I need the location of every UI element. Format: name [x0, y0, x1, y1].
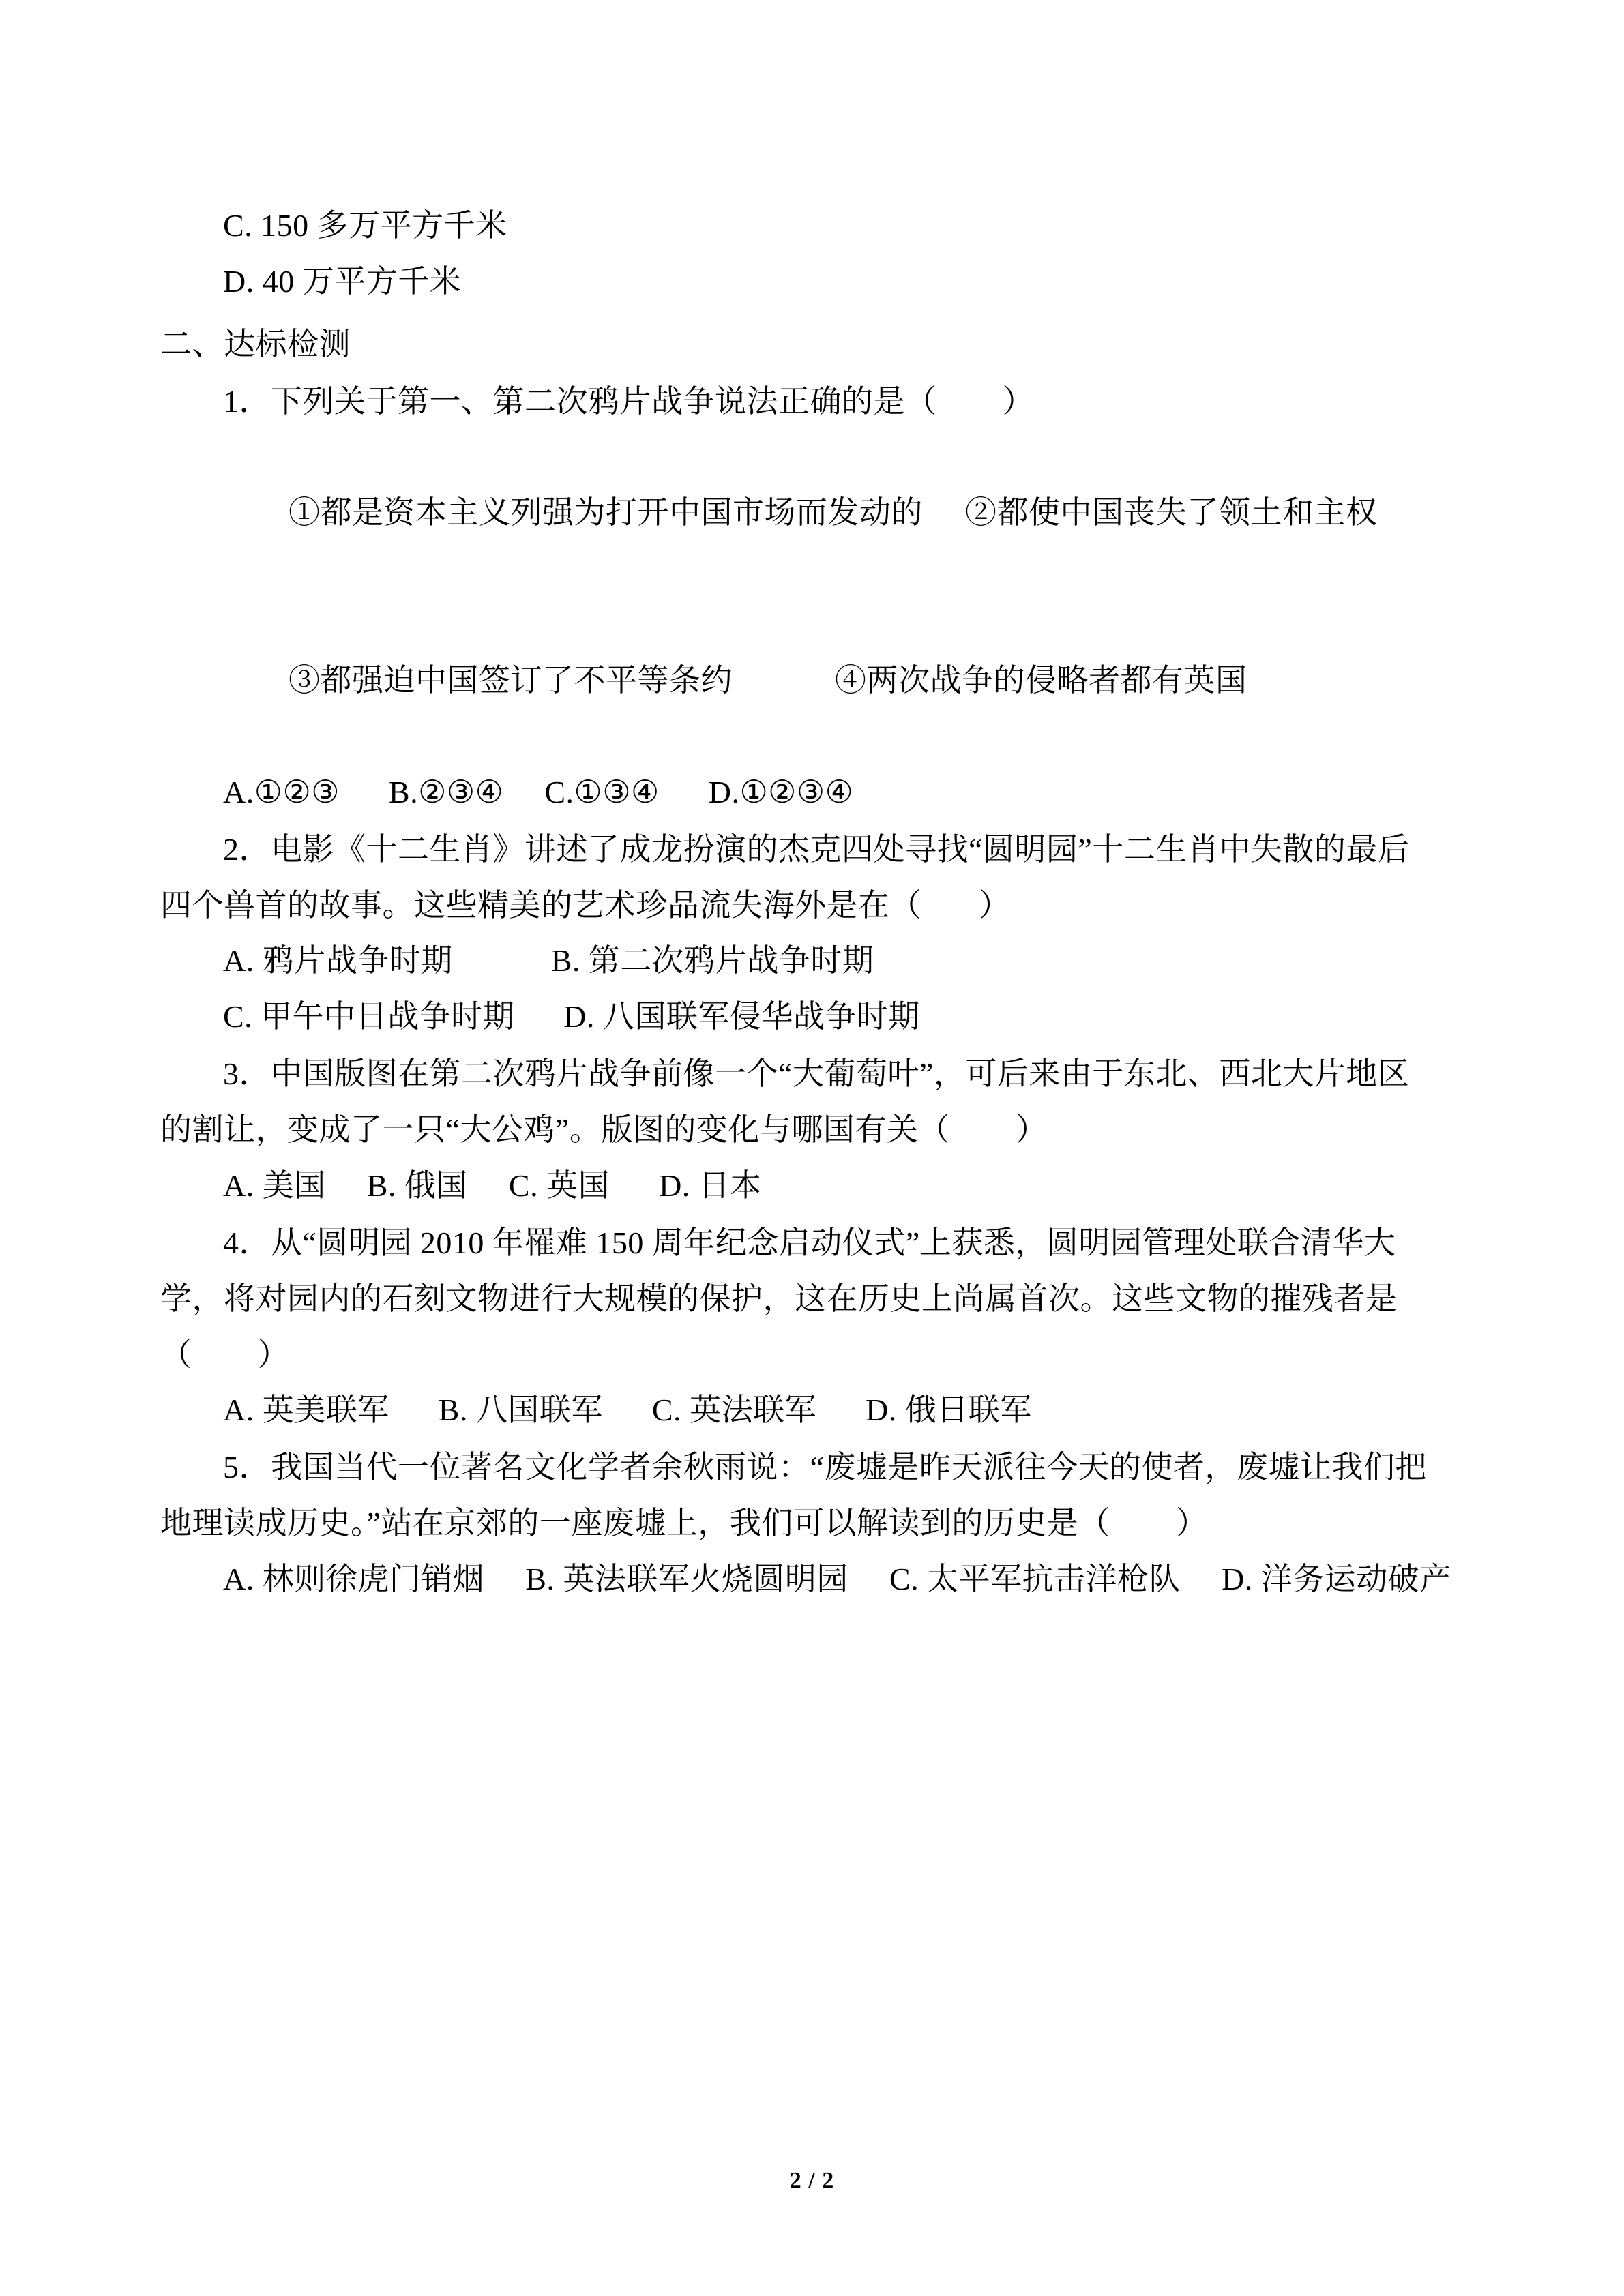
section-heading-assessment: 二、达标检测: [160, 326, 351, 361]
question-3-options: A. 美国 B. 俄国 C. 英国 D. 日本: [223, 1167, 762, 1203]
question-1: [160, 374, 1464, 820]
answer-option-c-150: C. 150 多万平方千米: [223, 208, 507, 243]
question-5: [160, 1440, 1464, 1607]
question-2-options-row-1: A. 鸦片战争时期 B. 第二次鸦片战争时期: [223, 943, 874, 979]
question-1-options: A.①②③ B.②③④ C.①③④ D.①②③④: [223, 774, 854, 809]
question-3-stem-line-1: 3．中国版图在第二次鸦片战争前像一个“大葡萄叶”，可后来由于东北、西北大片地区: [223, 1056, 1410, 1092]
question-2-stem-line-1: 2．电影《十二生肖》讲述了成龙扮演的杰克四处寻找“圆明园”十二生肖中失散的最后: [223, 831, 1410, 867]
question-1-statements-row-1: [160, 430, 1464, 597]
question-1-statement-4: ④两次战争的侵略者都有英国: [835, 663, 1247, 698]
question-2: [160, 822, 1464, 1045]
question-5-stem-line-2: 地理读成历史。”站在京郊的一座废墟上，我们可以解读到的历史是（ ）: [160, 1506, 1208, 1541]
question-4-options: A. 英美联军 B. 八国联军 C. 英法联军 D. 俄日联军: [223, 1392, 1032, 1428]
question-1-statement-3: ③都强迫中国签订了不平等条约: [289, 663, 733, 698]
answer-option-d-40: D. 40 万平方千米: [223, 263, 462, 299]
page-number: 2 / 2: [789, 2168, 835, 2193]
question-4: [160, 1215, 1464, 1439]
question-3: [160, 1046, 1464, 1214]
question-5-stem-line-1: 5．我国当代一位著名文化学者余秋雨说：“废墟是昨天派往今天的使者，废墟让我们把: [223, 1450, 1427, 1485]
question-1-statement-2: ②都使中国丧失了领土和主权: [965, 495, 1378, 531]
question-4-stem-line-3: （ ）: [160, 1337, 289, 1372]
question-1-statements-row-2: [160, 597, 1464, 764]
question-4-stem-line-1: 4．从“圆明园 2010 年罹难 150 周年纪念启动仪式”上获悉，圆明园管理处联合清华大: [223, 1225, 1396, 1260]
question-2-stem-line-2: 四个兽首的故事。这些精美的艺术珍品流失海外是在（ ）: [160, 887, 1011, 923]
question-1-stem: 1．下列关于第一、第二次鸦片战争说法正确的是（ ）: [223, 383, 1034, 419]
question-5-options: A. 林则徐虎门销烟 B. 英法联军火烧圆明园 C. 太平军抗击洋枪队 D. 洋务运动破产: [223, 1562, 1451, 1596]
question-3-stem-line-2: 的割让，变成了一只“大公鸡”。版图的变化与哪国有关（ ）: [160, 1112, 1048, 1147]
question-2-options-row-2: C. 甲午中日战争时期 D. 八国联军侵华战争时期: [223, 999, 920, 1034]
question-1-statement-1: ①都是资本主义列强为打开中国市场而发动的: [289, 495, 923, 531]
document-body: [160, 198, 1464, 1607]
question-4-stem-line-2: 学，将对园内的石刻文物进行大规模的保护，这在历史上尚属首次。这些文物的摧残者是: [160, 1281, 1398, 1316]
